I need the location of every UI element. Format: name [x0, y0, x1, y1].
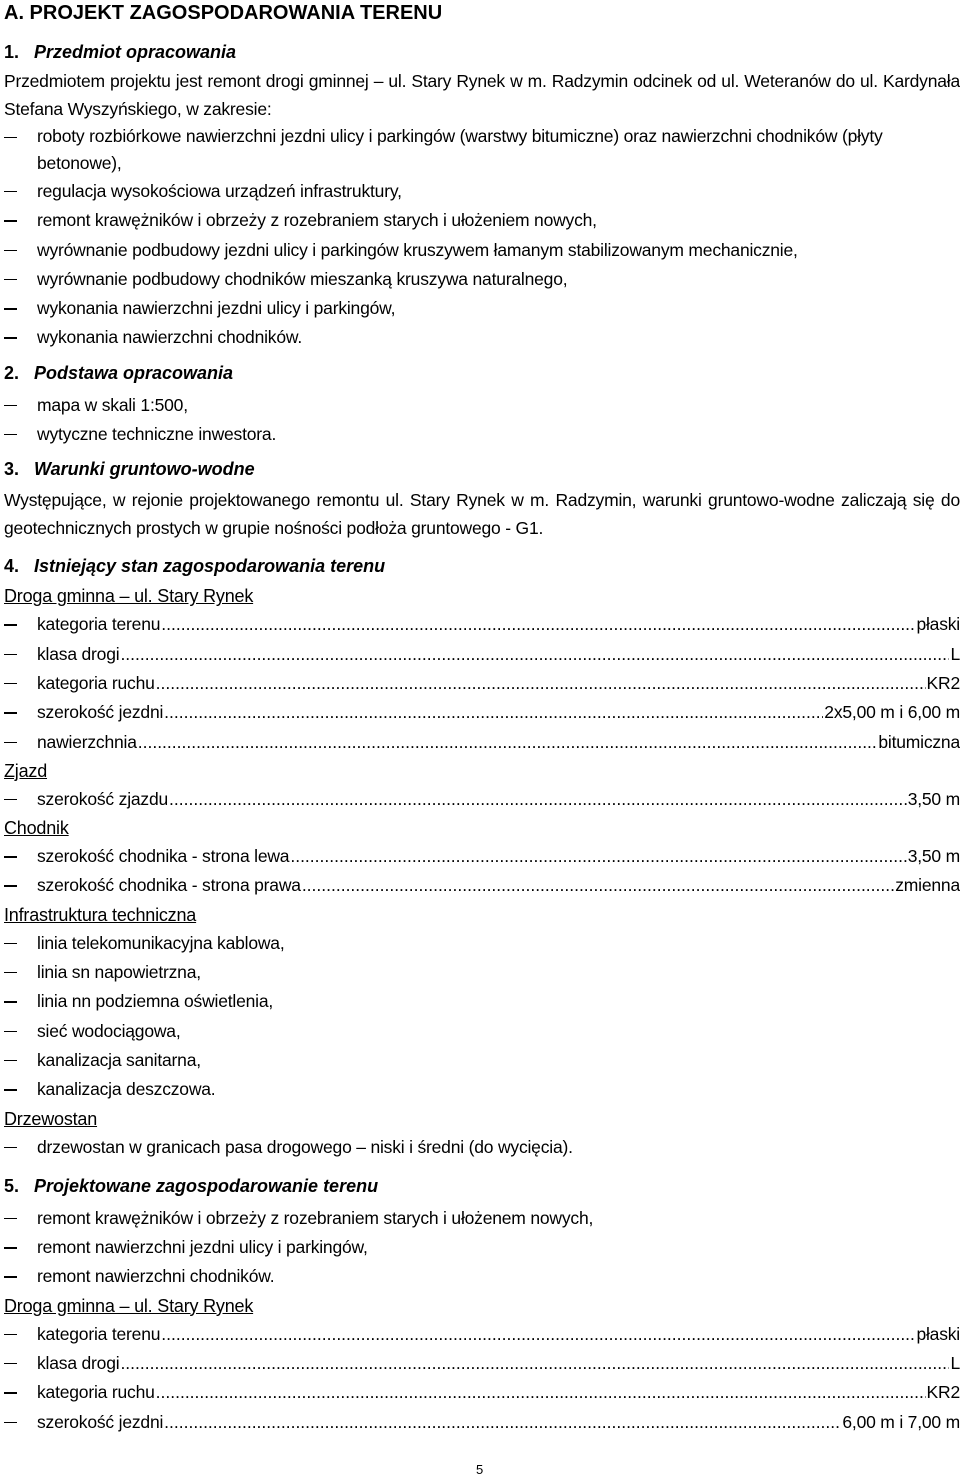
list-item: remont krawężników i obrzeży z rozebraniem starych i ułożenem nowych, — [4, 1204, 960, 1233]
dash-bullet — [4, 1060, 17, 1061]
dash-bullet — [4, 1247, 17, 1248]
road-params-list-projected — [4, 1320, 960, 1437]
param-label: szerokość jezdni — [37, 1411, 164, 1432]
section-title: Przedmiot opracowania — [34, 42, 237, 62]
list-item: drzewostan w granicach pasa drogowego – niski i średni (do wycięcia). — [4, 1133, 960, 1162]
section-title: Projektowane zagospodarowanie terenu — [34, 1175, 379, 1196]
param-label: klasa drogi — [37, 1353, 120, 1374]
dot-leader — [164, 1408, 841, 1437]
param-value: KR2 — [926, 1382, 960, 1403]
param-label: szerokość chodnika - strona lewa — [37, 846, 290, 867]
param-row — [4, 640, 960, 669]
dash-bullet — [4, 279, 17, 280]
infra-list — [4, 929, 960, 1105]
section-3-text: Występujące, w rejonie projektowanego remontu ul. Stary Rynek w m. Radzymin, warunki gruntowo-wodne zaliczają się do geotechnicznych prostych w grupie nośności podłoża gruntowego - G1. — [4, 490, 960, 538]
dash-bullet — [4, 1031, 17, 1032]
list-item: wyrównanie podbudowy jezdni ulicy i parkingów kruszywem łamanym stabilizowanym mechanicznie, — [4, 236, 960, 265]
section-number: 1. — [4, 42, 20, 62]
dot-leader — [302, 871, 894, 900]
zjazd-params-list — [4, 785, 960, 814]
list-item: sieć wodociągowa, — [4, 1017, 960, 1046]
dash-bullet — [4, 191, 17, 192]
dash-bullet — [4, 683, 17, 684]
dash-bullet — [4, 405, 17, 406]
param-label: szerokość jezdni — [37, 702, 164, 723]
dash-bullet — [4, 1147, 17, 1148]
dot-leader — [156, 669, 926, 698]
drzewostan-subheading: Drzewostan — [4, 1108, 98, 1129]
param-row — [4, 842, 960, 871]
param-value: 6,00 m i 7,00 m — [842, 1411, 960, 1432]
section-title: Podstawa opracowania — [34, 362, 234, 383]
dash-bullet — [4, 137, 17, 138]
section-2-list — [4, 391, 960, 450]
dot-leader — [138, 728, 878, 757]
dot-leader — [290, 842, 906, 871]
dash-bullet — [4, 337, 17, 338]
param-value: L — [950, 643, 960, 664]
param-value: L — [950, 1353, 960, 1374]
section-2-heading — [4, 361, 960, 385]
dash-bullet — [4, 250, 17, 251]
param-row — [4, 728, 960, 757]
road-subheading: Droga gminna – ul. Stary Rynek — [4, 586, 254, 607]
param-row — [4, 1349, 960, 1378]
param-label: kategoria terenu — [37, 614, 161, 635]
dot-leader — [169, 785, 907, 814]
list-item: kanalizacja deszczowa. — [4, 1075, 960, 1104]
dash-bullet — [4, 885, 17, 886]
dash-bullet — [4, 943, 17, 944]
param-label: kategoria ruchu — [37, 1382, 155, 1403]
list-item: wykonania nawierzchni jezdni ulicy i parkingów, — [4, 294, 960, 323]
section-4-heading — [4, 554, 960, 578]
section-title: Istniejący stan zagospodarowania terenu — [34, 556, 386, 577]
section-title: Warunki gruntowo-wodne — [34, 459, 255, 480]
param-value: płaski — [916, 614, 960, 635]
dash-bullet — [4, 1001, 17, 1002]
param-row — [4, 669, 960, 698]
dash-bullet — [4, 1334, 17, 1335]
param-value: zmienna — [895, 875, 960, 896]
param-value: płaski — [916, 1323, 960, 1344]
dash-bullet — [4, 1089, 17, 1090]
section-1-intro: Przedmiotem projektu jest remont drogi gminnej – ul. Stary Rynek w m. Radzymin odcinek od ul. Weteranów do ul. Kardynała Stefana Wyszyńskiego, w zakresie: — [4, 71, 960, 119]
param-label: klasa drogi — [37, 643, 120, 664]
dash-bullet — [4, 308, 17, 309]
param-row — [4, 1378, 960, 1407]
list-item: wykonania nawierzchni chodników. — [4, 323, 960, 352]
road-params-list — [4, 610, 960, 756]
document-title: A. PROJEKT ZAGOSPODAROWANIA TERENU — [4, 2, 443, 24]
param-label: szerokość zjazdu — [37, 788, 169, 809]
section-number: 3. — [4, 459, 20, 480]
page-number: 5 — [476, 1462, 484, 1477]
dash-bullet — [4, 624, 17, 625]
param-row — [4, 610, 960, 639]
dash-bullet — [4, 1422, 17, 1423]
param-value: 3,50 m — [907, 846, 960, 867]
dash-bullet — [4, 1218, 17, 1219]
section-number: 2. — [4, 362, 20, 383]
drzewostan-list — [4, 1133, 960, 1162]
dash-bullet — [4, 1363, 17, 1364]
section-1-heading — [4, 40, 960, 64]
dash-bullet — [4, 434, 17, 435]
list-item: remont krawężników i obrzeży z rozebraniem starych i ułożeniem nowych, — [4, 206, 960, 235]
section-5-heading — [4, 1174, 960, 1198]
dash-bullet — [4, 1276, 17, 1277]
param-row — [4, 698, 960, 727]
param-label: szerokość chodnika - strona prawa — [37, 875, 301, 896]
dash-bullet — [4, 856, 17, 857]
list-item: wytyczne techniczne inwestora. — [4, 420, 960, 449]
dot-leader — [161, 610, 915, 639]
road-subheading-projected: Droga gminna – ul. Stary Rynek — [4, 1295, 254, 1316]
param-row — [4, 871, 960, 900]
chodnik-params-list — [4, 842, 960, 901]
section-number: 4. — [4, 556, 20, 577]
chodnik-subheading: Chodnik — [4, 818, 69, 839]
dash-bullet — [4, 742, 17, 743]
list-item: linia nn podziemna oświetlenia, — [4, 987, 960, 1016]
zjazd-subheading: Zjazd — [4, 760, 48, 781]
dot-leader — [120, 640, 949, 669]
dot-leader — [156, 1378, 926, 1407]
param-label: kategoria ruchu — [37, 672, 155, 693]
dash-bullet — [4, 654, 17, 655]
section-5-list — [4, 1204, 960, 1292]
param-row — [4, 785, 960, 814]
list-item: mapa w skali 1:500, — [4, 391, 960, 420]
section-number: 5. — [4, 1175, 20, 1196]
dash-bullet — [4, 220, 17, 221]
param-row — [4, 1408, 960, 1437]
param-value: 3,50 m — [907, 788, 960, 809]
list-item: kanalizacja sanitarna, — [4, 1046, 960, 1075]
section-3-heading — [4, 457, 960, 481]
param-label: nawierzchnia — [37, 731, 137, 752]
param-row — [4, 1320, 960, 1349]
list-item: remont nawierzchni chodników. — [4, 1262, 960, 1291]
infra-subheading: Infrastruktura techniczna — [4, 904, 197, 925]
document-page — [4, 0, 960, 1437]
dash-bullet — [4, 799, 17, 800]
list-item: regulacja wysokościowa urządzeń infrastruktury, — [4, 177, 960, 206]
dot-leader — [164, 698, 823, 727]
dot-leader — [161, 1320, 915, 1349]
list-item: roboty rozbiórkowe nawierzchni jezdni ulicy i parkingów (warstwy bitumiczne) oraz nawierzchni chodników (płyty betonowe), — [4, 123, 960, 177]
param-value: KR2 — [926, 672, 960, 693]
list-item: linia sn napowietrzna, — [4, 958, 960, 987]
list-item: remont nawierzchni jezdni ulicy i parkingów, — [4, 1233, 960, 1262]
list-item: wyrównanie podbudowy chodników mieszanką kruszywa naturalnego, — [4, 265, 960, 294]
param-value: bitumiczna — [878, 731, 960, 752]
dash-bullet — [4, 712, 17, 713]
dot-leader — [120, 1349, 949, 1378]
param-label: kategoria terenu — [37, 1323, 161, 1344]
list-item: linia telekomunikacyjna kablowa, — [4, 929, 960, 958]
section-1-list — [4, 123, 960, 353]
dash-bullet — [4, 1392, 17, 1393]
param-value: 2x5,00 m i 6,00 m — [824, 702, 960, 723]
dash-bullet — [4, 972, 17, 973]
